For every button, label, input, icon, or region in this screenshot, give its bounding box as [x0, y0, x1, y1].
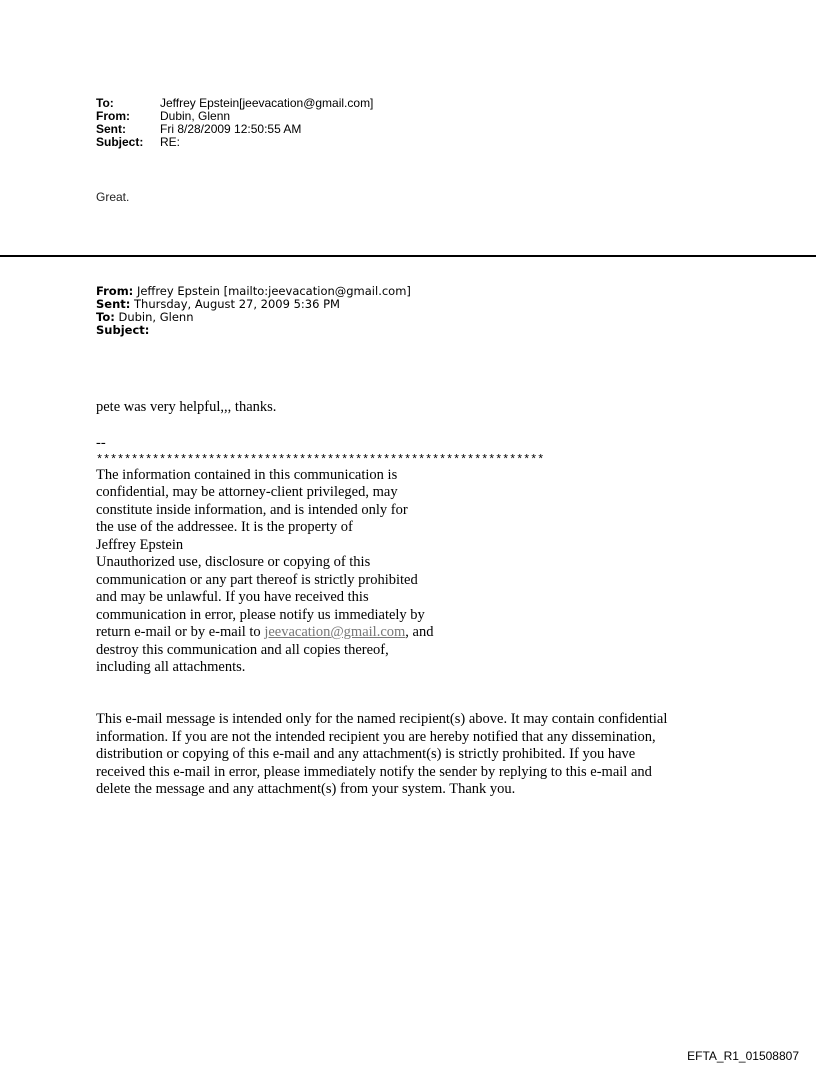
reply-subject-row	[96, 136, 373, 149]
original-subject-row	[96, 324, 411, 337]
signature-stars: ****************************************************************	[96, 452, 545, 467]
notice-line: communication or any part thereof is strictly prohibited	[96, 571, 418, 588]
return-prefix: return e-mail or by e-mail to	[96, 624, 265, 640]
to-label: To:	[96, 96, 114, 110]
notice-line: the use of the addressee. It is the property of	[96, 519, 353, 535]
original-subject-label: Subject:	[96, 323, 150, 337]
from-label: From:	[96, 109, 130, 123]
email-disclaimer	[96, 711, 736, 799]
notice-line-with-link	[96, 624, 476, 642]
notice-line: The information contained in this communication is	[96, 466, 398, 483]
original-to-label: To:	[96, 310, 115, 324]
reply-to-row	[96, 97, 373, 110]
reply-body: Great.	[96, 190, 130, 204]
notice-line: communication in error, please notify us immediately by	[96, 606, 425, 623]
signature-dashes: --	[96, 435, 106, 451]
subject-label: Subject:	[96, 135, 144, 149]
notice-line: confidential, may be attorney-client privileged, may	[96, 484, 398, 500]
from-value: Dubin, Glenn	[160, 109, 231, 123]
message-divider	[0, 255, 816, 257]
disclaimer-line: distribution or copying of this e-mail and any attachment(s) is strictly prohibited. If you have	[96, 746, 636, 762]
original-body: pete was very helpful,,, thanks.	[96, 399, 277, 415]
signature-block	[96, 435, 544, 677]
disclaimer-line: This e-mail message is intended only for the named recipient(s) above. It may contain confidential	[96, 711, 668, 727]
original-sent-label: Sent:	[96, 297, 131, 311]
sent-value: Fri 8/28/2009 12:50:55 AM	[160, 122, 302, 136]
notice-line: Jeffrey Epstein	[96, 536, 184, 553]
notice-line: destroy this communication and all copies thereof,	[96, 641, 389, 658]
reply-header	[96, 97, 373, 149]
disclaimer-line: delete the message and any attachment(s) from your system. Thank you.	[96, 781, 516, 797]
document-id: EFTA_R1_01508807	[687, 1049, 799, 1063]
original-to-value: Dubin, Glenn	[118, 310, 194, 324]
original-header	[96, 285, 411, 337]
to-value: Jeffrey Epstein[jeevacation@gmail.com]	[160, 96, 374, 110]
original-from-label: From:	[96, 284, 134, 298]
notice-line: including all attachments.	[96, 659, 246, 675]
notice-line: constitute inside information, and is intended only for	[96, 501, 408, 518]
original-from-value: Jeffrey Epstein [mailto:jeevacation@gmail.com]	[136, 284, 411, 298]
email-link[interactable]: jeevacation@gmail.com	[264, 624, 406, 640]
original-sent-value: Thursday, August 27, 2009 5:36 PM	[134, 297, 340, 311]
notice-line: and may be unlawful. If you have received this	[96, 589, 369, 605]
subject-value: RE:	[160, 135, 181, 149]
notice-line: Unauthorized use, disclosure or copying of this	[96, 554, 371, 570]
sent-label: Sent:	[96, 122, 126, 136]
confidentiality-notice	[96, 467, 476, 677]
disclaimer-line: information. If you are not the intended recipient you are hereby notified that any dissemination,	[96, 728, 656, 745]
return-suffix: , and	[405, 624, 434, 640]
disclaimer-line: received this e-mail in error, please immediately notify the sender by replying to this e-mail and	[96, 763, 652, 780]
